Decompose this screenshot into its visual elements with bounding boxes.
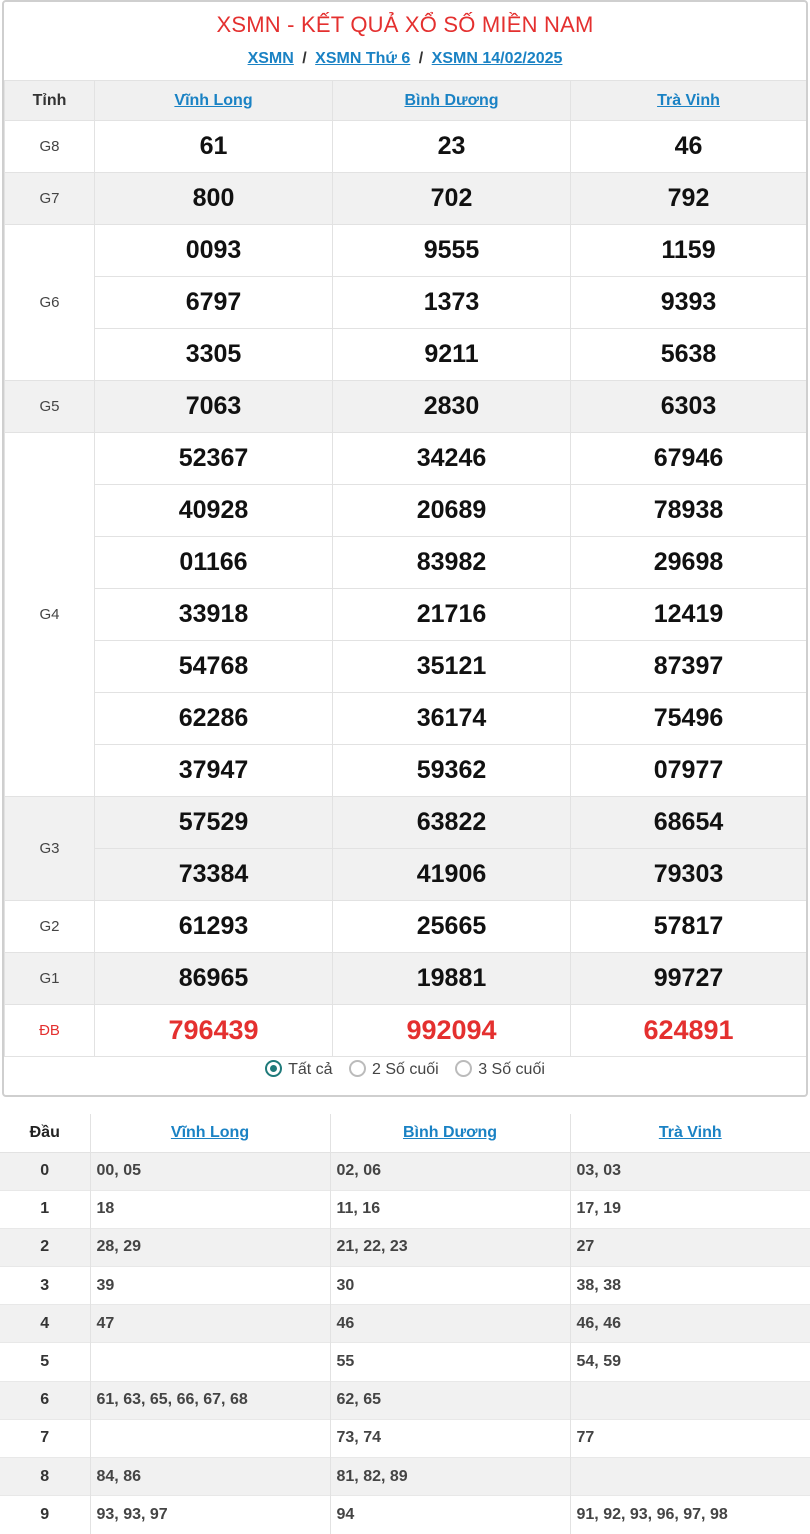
prize-number: 68654 [571, 797, 807, 849]
prize-number: 99727 [571, 953, 807, 1005]
province-link-tra-vinh[interactable]: Trà Vinh [657, 91, 720, 109]
loto-tails: 77 [570, 1419, 810, 1457]
prize-number: 86965 [95, 953, 333, 1005]
loto-tails: 00, 05 [90, 1152, 330, 1190]
province-link-binh-duong[interactable]: Bình Dương [404, 91, 499, 109]
province-link-vinh-long[interactable]: Vĩnh Long [174, 91, 253, 109]
col-header-province [333, 81, 571, 121]
loto-tails: 27 [570, 1228, 810, 1266]
loto-tails: 84, 86 [90, 1458, 330, 1496]
loto-head-digit: 1 [0, 1190, 90, 1228]
prize-number: 9555 [333, 225, 571, 277]
prize-row [5, 485, 807, 537]
prize-number: 52367 [95, 433, 333, 485]
prize-number: 23 [333, 121, 571, 173]
prize-label: G5 [5, 381, 95, 433]
prize-number: 75496 [571, 693, 807, 745]
loto-tails [570, 1381, 810, 1419]
prize-number: 62286 [95, 693, 333, 745]
prize-number: 796439 [95, 1005, 333, 1057]
prize-number: 34246 [333, 433, 571, 485]
prize-number: 59362 [333, 745, 571, 797]
prize-row [5, 901, 807, 953]
loto-province-link-tra-vinh[interactable]: Trà Vinh [658, 1123, 722, 1141]
breadcrumb-separator: / [418, 50, 424, 67]
loto-tails: 02, 06 [330, 1152, 570, 1190]
prize-row [5, 381, 807, 433]
prize-label: ĐB [5, 1005, 95, 1057]
loto-table [0, 1114, 810, 1534]
prize-label: G2 [5, 901, 95, 953]
loto-head-digit: 0 [0, 1152, 90, 1190]
prize-row [5, 121, 807, 173]
prize-number: 6303 [571, 381, 807, 433]
loto-row [0, 1190, 810, 1228]
prize-row [5, 849, 807, 901]
prize-row [5, 277, 807, 329]
prize-number: 36174 [333, 693, 571, 745]
loto-tails: 30 [330, 1267, 570, 1305]
prize-number: 25665 [333, 901, 571, 953]
filter-last2-option[interactable] [349, 1060, 439, 1079]
prize-number: 7063 [95, 381, 333, 433]
filter-last2-label: 2 Số cuối [372, 1061, 439, 1078]
prize-number: 702 [333, 173, 571, 225]
prize-number: 0093 [95, 225, 333, 277]
prize-number: 79303 [571, 849, 807, 901]
loto-row [0, 1496, 810, 1534]
prize-row [5, 953, 807, 1005]
prize-number: 78938 [571, 485, 807, 537]
col-header-province [571, 81, 807, 121]
breadcrumb-xsmn-thu6[interactable]: XSMN Thứ 6 [315, 50, 411, 67]
prize-number: 3305 [95, 329, 333, 381]
breadcrumb-xsmn[interactable]: XSMN [247, 50, 294, 67]
loto-head-digit: 4 [0, 1305, 90, 1343]
prize-number: 61 [95, 121, 333, 173]
loto-tails: 21, 22, 23 [330, 1228, 570, 1266]
loto-tails: 38, 38 [570, 1267, 810, 1305]
prize-number: 37947 [95, 745, 333, 797]
prize-label: G8 [5, 121, 95, 173]
prize-number: 9393 [571, 277, 807, 329]
loto-row [0, 1305, 810, 1343]
prize-number: 07977 [571, 745, 807, 797]
loto-tails: 17, 19 [570, 1190, 810, 1228]
prize-number: 992094 [333, 1005, 571, 1057]
loto-head-digit: 7 [0, 1419, 90, 1457]
loto-tails: 93, 93, 97 [90, 1496, 330, 1534]
prize-number: 83982 [333, 537, 571, 589]
loto-row [0, 1381, 810, 1419]
loto-tails: 62, 65 [330, 1381, 570, 1419]
loto-head-digit: 6 [0, 1381, 90, 1419]
prize-number: 1159 [571, 225, 807, 277]
loto-head-digit: 3 [0, 1267, 90, 1305]
loto-head-digit: 2 [0, 1228, 90, 1266]
prize-row [5, 537, 807, 589]
prize-number: 73384 [95, 849, 333, 901]
prize-row [5, 641, 807, 693]
loto-tails: 73, 74 [330, 1419, 570, 1457]
prize-number: 19881 [333, 953, 571, 1005]
loto-tails: 46, 46 [570, 1305, 810, 1343]
col-header-tinh: Tỉnh [5, 81, 95, 121]
breadcrumb [4, 50, 806, 68]
col-header-province [570, 1114, 810, 1152]
loto-tails: 11, 16 [330, 1190, 570, 1228]
prize-number: 40928 [95, 485, 333, 537]
prize-number: 20689 [333, 485, 571, 537]
radio-icon[interactable] [349, 1060, 366, 1077]
loto-row [0, 1228, 810, 1266]
prize-number: 63822 [333, 797, 571, 849]
prize-label: G3 [5, 797, 95, 901]
loto-tails: 03, 03 [570, 1152, 810, 1190]
prize-number: 792 [571, 173, 807, 225]
loto-tails: 61, 63, 65, 66, 67, 68 [90, 1381, 330, 1419]
loto-header-row [0, 1114, 810, 1152]
col-header-province [90, 1114, 330, 1152]
prize-number: 12419 [571, 589, 807, 641]
prize-row [5, 225, 807, 277]
radio-selected-icon[interactable] [265, 1060, 282, 1077]
loto-province-link-vinh-long[interactable]: Vĩnh Long [170, 1123, 250, 1141]
prize-number: 57817 [571, 901, 807, 953]
digit-filter [4, 1060, 806, 1079]
loto-tails [90, 1419, 330, 1457]
loto-row [0, 1458, 810, 1496]
prize-row [5, 433, 807, 485]
loto-head-digit: 5 [0, 1343, 90, 1381]
loto-body [0, 1152, 810, 1534]
loto-head-digit: 8 [0, 1458, 90, 1496]
results-table [4, 80, 807, 1057]
prize-row [5, 589, 807, 641]
prize-number: 5638 [571, 329, 807, 381]
loto-tails: 47 [90, 1305, 330, 1343]
prize-label: G7 [5, 173, 95, 225]
col-header-province [95, 81, 333, 121]
prize-number: 01166 [95, 537, 333, 589]
prize-number: 33918 [95, 589, 333, 641]
prize-number: 800 [95, 173, 333, 225]
loto-row [0, 1419, 810, 1457]
loto-tails: 55 [330, 1343, 570, 1381]
prize-number: 9211 [333, 329, 571, 381]
loto-head-digit: 9 [0, 1496, 90, 1534]
page-title: XSMN - KẾT QUẢ XỔ SỐ MIỀN NAM [216, 12, 594, 37]
prize-label: G4 [5, 433, 95, 797]
prize-number: 2830 [333, 381, 571, 433]
radio-icon[interactable] [455, 1060, 472, 1077]
prize-number: 67946 [571, 433, 807, 485]
col-header-dau: Đầu [0, 1114, 90, 1152]
prize-row [5, 329, 807, 381]
loto-tails: 46 [330, 1305, 570, 1343]
prize-number: 21716 [333, 589, 571, 641]
loto-tails: 54, 59 [570, 1343, 810, 1381]
loto-tails [90, 1343, 330, 1381]
prize-label: G6 [5, 225, 95, 381]
results-body [5, 121, 807, 1057]
loto-tails: 94 [330, 1496, 570, 1534]
prize-row [5, 1005, 807, 1057]
loto-tails [570, 1458, 810, 1496]
prize-number: 57529 [95, 797, 333, 849]
filter-last3-option[interactable] [455, 1060, 545, 1079]
prize-number: 29698 [571, 537, 807, 589]
prize-row [5, 745, 807, 797]
results-card [2, 0, 808, 1097]
prize-number: 61293 [95, 901, 333, 953]
loto-tails: 81, 82, 89 [330, 1458, 570, 1496]
prize-number: 54768 [95, 641, 333, 693]
prize-row [5, 797, 807, 849]
filter-last3-label: 3 Số cuối [478, 1061, 545, 1078]
loto-row [0, 1343, 810, 1381]
prize-number: 41906 [333, 849, 571, 901]
prize-number: 46 [571, 121, 807, 173]
prize-number: 87397 [571, 641, 807, 693]
prize-number: 35121 [333, 641, 571, 693]
results-header-row [5, 81, 807, 121]
breadcrumb-separator: / [302, 50, 307, 67]
loto-tails: 39 [90, 1267, 330, 1305]
loto-row [0, 1267, 810, 1305]
breadcrumb-date[interactable]: XSMN 14/02/2025 [431, 50, 563, 67]
prize-number: 624891 [571, 1005, 807, 1057]
filter-all-option[interactable] [265, 1060, 332, 1079]
prize-number: 6797 [95, 277, 333, 329]
prize-number: 1373 [333, 277, 571, 329]
loto-tails: 28, 29 [90, 1228, 330, 1266]
loto-tails: 18 [90, 1190, 330, 1228]
prize-label: G1 [5, 953, 95, 1005]
filter-all-label: Tất cả [288, 1061, 333, 1078]
col-header-province [330, 1114, 570, 1152]
prize-row [5, 173, 807, 225]
loto-row [0, 1152, 810, 1190]
loto-tails: 91, 92, 93, 96, 97, 98 [570, 1496, 810, 1534]
prize-row [5, 693, 807, 745]
loto-province-link-binh-duong[interactable]: Bình Dương [402, 1123, 498, 1141]
